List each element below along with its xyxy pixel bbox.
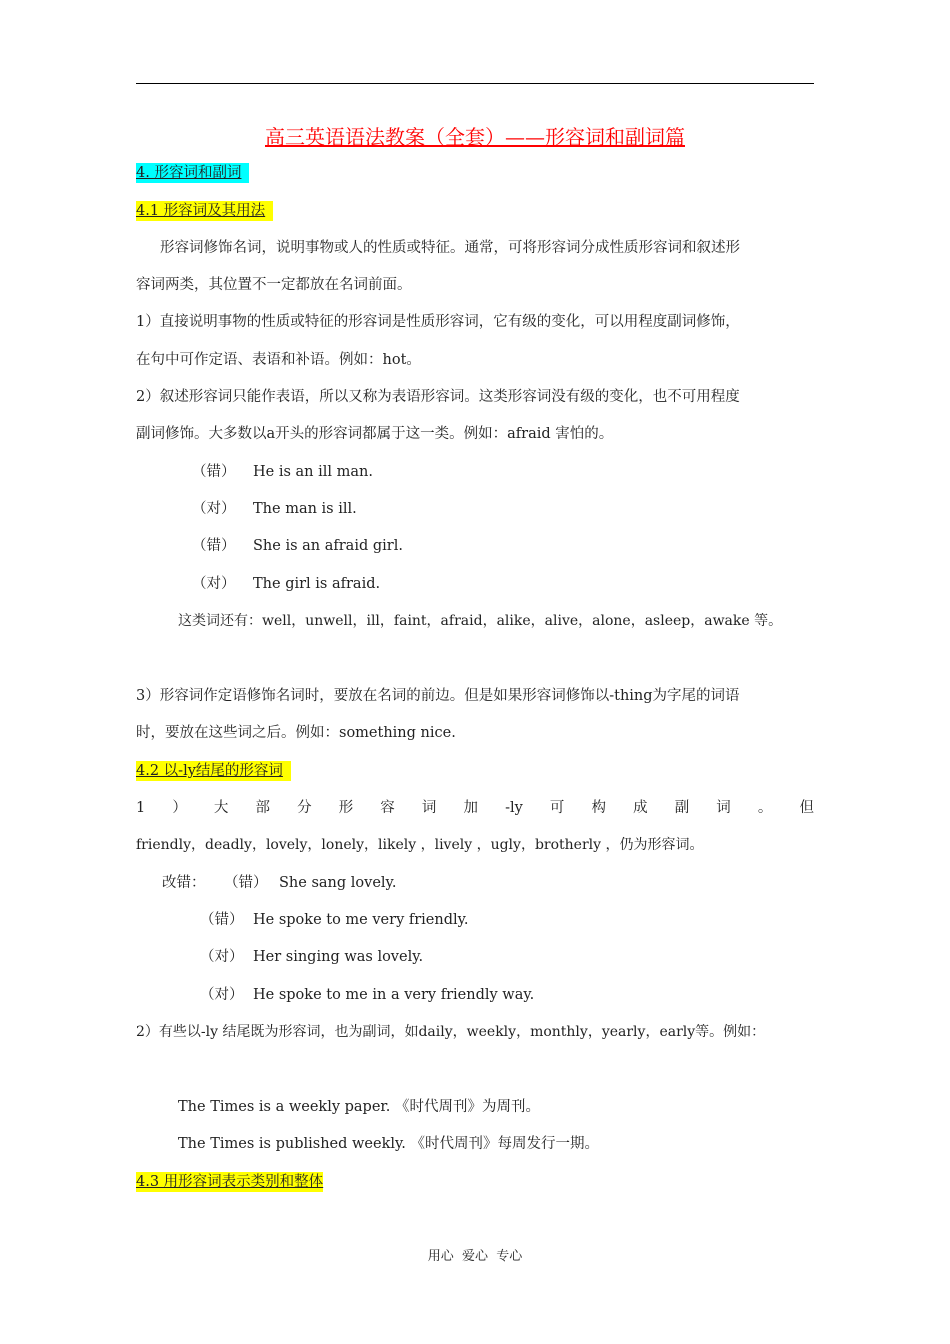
example-text: The man is ill. [253, 501, 357, 517]
char: 但 [799, 800, 814, 816]
example-mark: （对） [192, 576, 236, 592]
char: 大 [213, 800, 229, 816]
char: 容 [380, 800, 395, 816]
example-text: He spoke to me very friendly. [253, 912, 469, 928]
char: 加 [463, 800, 478, 816]
justified-line [136, 798, 814, 818]
char: 副 [674, 800, 690, 816]
example-mark: （错） [192, 538, 236, 554]
example-text: She sang lovely. [279, 875, 397, 891]
char: 成 [633, 800, 648, 816]
char: 词 [421, 800, 437, 816]
adjective-list-line: friendly，deadly，lovely，lonely，likely ，lively ，ugly，brotherly ，仍为形容词。 [136, 837, 704, 853]
char: 1 [136, 800, 146, 816]
char: 词 [716, 800, 731, 816]
char: ） [172, 800, 187, 816]
heading-4: 4. 形容词和副词 [136, 163, 249, 183]
example-mark: （对） [200, 949, 244, 965]
intro-line-2: 容词两类，其位置不一定都放在名词前面。 [136, 277, 412, 293]
heading-4-2: 4.2 以-ly结尾的形容词 [136, 761, 291, 781]
example-text: He spoke to me in a very friendly way. [253, 987, 535, 1003]
char: 可 [549, 800, 565, 816]
example-text: He is an ill man. [253, 464, 373, 480]
page-footer: 用心 爱心 专心 [427, 1249, 523, 1264]
page-title: 高三英语语法教案（全套）——形容词和副词篇 [265, 125, 685, 149]
example-mark: （错） [224, 875, 268, 891]
example-mark: （对） [200, 987, 244, 1003]
example-mark: （错） [200, 912, 244, 928]
point-3-line-1: 3）形容词作定语修饰名词时，要放在名词的前边。但是如果形容词修饰以-thing为字尾的词语 [136, 688, 740, 704]
example-mark: （对） [192, 501, 236, 517]
example-text: She is an afraid girl. [253, 538, 403, 554]
example-text: The girl is afraid. [253, 576, 381, 592]
char: 部 [255, 800, 271, 816]
times-example-1: The Times is a weekly paper. 《时代周刊》为周刊。 [178, 1099, 540, 1115]
heading-4-3: 4.3 用形容词表示类别和整体 [136, 1174, 324, 1190]
point-3-line-2: 时，要放在这些词之后。例如：something nice. [136, 725, 456, 741]
char: -ly [505, 800, 523, 816]
also-words-line: 这类词还有：well，unwell，ill，faint，afraid，alike，alive，alone，asleep，awake 等。 [178, 613, 783, 629]
heading-4-1: 4.1 形容词及其用法 [136, 201, 273, 221]
times-example-2: The Times is published weekly. 《时代周刊》每周发行一期。 [178, 1136, 599, 1152]
correct-label: 改错： [162, 875, 206, 891]
point-1-line-2: 在句中可作定语、表语和补语。例如：hot。 [136, 352, 421, 368]
char: 构 [591, 800, 606, 816]
char: 形 [338, 800, 354, 816]
point-2-line-2: 副词修饰。大多数以a开头的形容词都属于这一类。例如：afraid 害怕的。 [136, 426, 614, 442]
header-rule [136, 83, 814, 84]
char: 。 [757, 800, 773, 816]
example-text: Her singing was lovely. [253, 949, 424, 965]
char: 分 [297, 800, 312, 816]
intro-line-1: 形容词修饰名词，说明事物或人的性质或特征。通常，可将形容词分成性质形容词和叙述形 [160, 240, 740, 256]
example-mark: （错） [192, 464, 236, 480]
point-2-ly-line: 2）有些以-ly 结尾既为形容词，也为副词，如daily，weekly，monthly，yearly，early等。例如： [136, 1024, 766, 1040]
point-2-line-1: 2）叙述形容词只能作表语，所以又称为表语形容词。这类形容词没有级的变化，也不可用程度 [136, 389, 740, 405]
point-1-line-1: 1）直接说明事物的性质或特征的形容词是性质形容词，它有级的变化，可以用程度副词修饰， [136, 314, 740, 330]
